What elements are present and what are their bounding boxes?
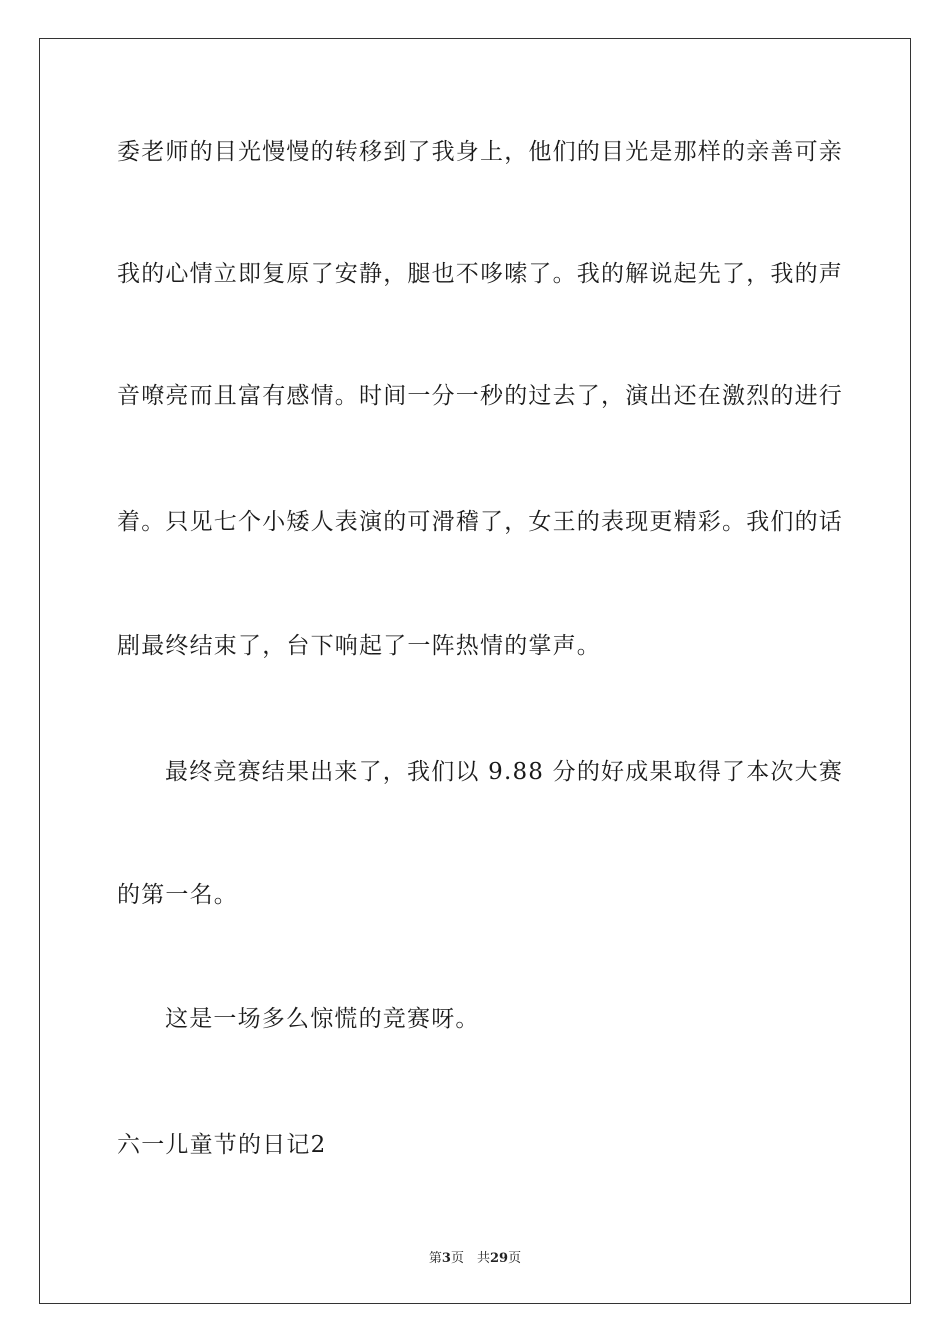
text-line-6: 最终竞赛结果出来了，我们以 9.88 分的好成果取得了本次大赛 xyxy=(165,759,844,785)
page-footer xyxy=(0,1247,950,1266)
section-heading: 六一儿童节的日记2 xyxy=(117,1132,327,1158)
text-line-1: 委老师的目光慢慢的转移到了我身上，他们的目光是那样的亲善可亲 xyxy=(117,139,843,165)
text-line-4: 着。只见七个小矮人表演的可滑稽了，女王的表现更精彩。我们的话 xyxy=(117,509,843,535)
text-line-5: 剧最终结束了，台下响起了一阵热情的掌声。 xyxy=(117,633,601,659)
footer-suffix: 页 xyxy=(508,1251,522,1266)
footer-mid: 页 共 xyxy=(450,1251,490,1266)
text-line-7: 的第一名。 xyxy=(117,882,238,908)
footer-prefix: 第 xyxy=(428,1251,442,1266)
text-line-3: 音嘹亮而且富有感情。时间一分一秒的过去了，演出还在激烈的进行 xyxy=(117,383,843,409)
text-line-8: 这是一场多么惊慌的竞赛呀。 xyxy=(165,1006,480,1032)
footer-page-number: 3 xyxy=(441,1251,451,1266)
page-border xyxy=(39,38,911,1304)
text-line-2: 我的心情立即复原了安静，腿也不哆嗦了。我的解说起先了，我的声 xyxy=(117,261,843,287)
footer-total-pages: 29 xyxy=(489,1251,509,1266)
